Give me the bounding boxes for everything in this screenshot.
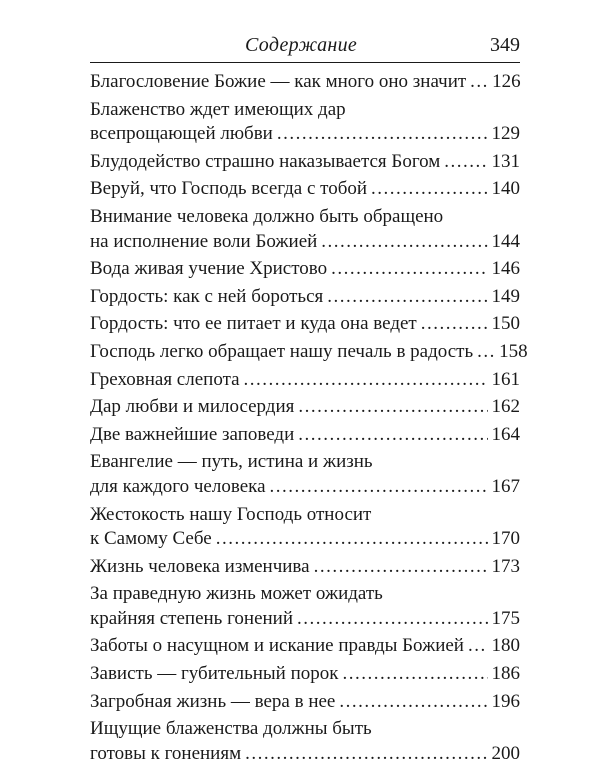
toc-entry[interactable] <box>90 150 520 175</box>
toc-entry-page: 186 <box>491 663 520 685</box>
toc-entry[interactable] <box>90 340 528 365</box>
toc-entry-row <box>90 285 520 310</box>
toc-entry[interactable] <box>90 423 520 448</box>
toc-entry-page: 144 <box>491 230 520 252</box>
toc-entry-row <box>90 690 520 715</box>
running-header <box>90 28 520 63</box>
toc-entry[interactable] <box>90 98 520 147</box>
toc-entry-title: Греховная слепота <box>90 368 240 390</box>
toc-entry-title: Две важнейшие заповеди <box>90 423 295 445</box>
dot-leader <box>245 742 487 767</box>
toc-entry-page: 170 <box>491 528 520 550</box>
dot-leader <box>321 230 487 255</box>
toc-entry-title: Вода живая учение Христово <box>90 258 328 280</box>
toc-entry-title-line: Внимание человека должно быть обращено <box>90 205 444 227</box>
running-header-title: Содержание <box>245 34 358 56</box>
toc-entry-page: 196 <box>491 690 520 712</box>
toc-entry-title-line: Ищущие блаженства должны быть <box>90 718 372 740</box>
toc-entry-row <box>90 340 528 365</box>
dot-leader <box>371 177 487 202</box>
dot-leader <box>298 423 487 448</box>
table-of-contents <box>90 70 528 769</box>
toc-entry-row <box>90 230 520 255</box>
dot-leader <box>331 257 487 282</box>
toc-entry-row <box>90 634 520 659</box>
toc-entry-row <box>90 423 520 448</box>
toc-entry-row <box>90 607 520 632</box>
toc-entry-title: Господь легко обращает нашу печаль в радость <box>90 340 474 362</box>
toc-entry[interactable] <box>90 634 520 659</box>
toc-entry[interactable] <box>90 368 520 393</box>
toc-entry-page: 167 <box>491 475 520 497</box>
toc-entry-page: 131 <box>491 150 520 172</box>
dot-leader <box>298 395 487 420</box>
toc-entry-row <box>90 122 520 147</box>
dot-leader <box>444 150 487 175</box>
toc-entry[interactable] <box>90 257 520 282</box>
dot-leader <box>470 70 488 95</box>
toc-entry-title-line: За праведную жизнь может ожидать <box>90 583 383 605</box>
toc-entry[interactable] <box>90 690 520 715</box>
dot-leader <box>216 527 488 552</box>
toc-entry-page: 140 <box>491 178 520 200</box>
toc-entry-title: всепрощающей любви <box>90 123 273 145</box>
toc-entry-title-line: Блаженство ждет имеющих дар <box>90 98 346 120</box>
toc-entry[interactable] <box>90 555 520 580</box>
toc-entry-title: Заботы о насущном и искание правды Божией <box>90 635 464 657</box>
toc-entry-row <box>90 475 520 500</box>
toc-entry[interactable] <box>90 312 520 337</box>
toc-entry-row <box>90 527 520 552</box>
toc-entry-title: к Самому Себе <box>90 528 212 550</box>
toc-entry-row <box>90 555 520 580</box>
toc-entry-page: 150 <box>491 313 520 335</box>
toc-entry-title-line: Евангелие — путь, истина и жизнь <box>90 451 373 473</box>
toc-entry-page: 129 <box>491 123 520 145</box>
page-number: 349 <box>490 34 520 56</box>
toc-entry[interactable] <box>90 450 520 499</box>
dot-leader <box>270 475 488 500</box>
toc-entry[interactable] <box>90 582 520 631</box>
toc-entry-row <box>90 312 520 337</box>
toc-entry-row <box>90 257 520 282</box>
dot-leader <box>477 340 495 365</box>
toc-entry-title-line: Жестокость нашу Господь относит <box>90 503 372 525</box>
toc-entry[interactable] <box>90 205 520 254</box>
toc-entry-page: 180 <box>491 635 520 657</box>
toc-entry-title: Жизнь человека изменчива <box>90 555 310 577</box>
toc-entry-page: 175 <box>491 607 520 629</box>
toc-entry-title: Благословение Божие — как много оно значит <box>90 71 467 92</box>
toc-entry-row <box>90 177 520 202</box>
toc-entry-row <box>90 150 520 175</box>
toc-entry-page: 164 <box>491 423 520 445</box>
dot-leader <box>343 662 488 687</box>
toc-entry[interactable] <box>90 395 520 420</box>
dot-leader <box>244 368 488 393</box>
toc-entry[interactable] <box>90 662 520 687</box>
toc-entry-page: 158 <box>499 340 528 362</box>
toc-entry-title: крайняя степень гонений <box>90 607 294 629</box>
toc-entry-row <box>90 742 520 767</box>
toc-entry-row <box>90 395 520 420</box>
toc-entry-title: Загробная жизнь — вера в нее <box>90 690 336 712</box>
toc-entry-title: Веруй, что Господь всегда с тобой <box>90 178 368 200</box>
toc-entry-page: 173 <box>491 555 520 577</box>
toc-entry-title: готовы к гонениям <box>90 742 242 764</box>
toc-entry-page: 200 <box>491 742 520 764</box>
toc-entry-row <box>90 70 520 95</box>
dot-leader <box>277 122 488 147</box>
toc-entry[interactable] <box>90 70 520 95</box>
toc-entry[interactable] <box>90 177 520 202</box>
toc-entry-page: 161 <box>491 368 520 390</box>
dot-leader <box>314 555 488 580</box>
dot-leader <box>297 607 487 632</box>
toc-entry-title: на исполнение воли Божией <box>90 230 318 252</box>
toc-entry[interactable] <box>90 503 520 552</box>
dot-leader <box>421 312 488 337</box>
toc-entry-row <box>90 368 520 393</box>
dot-leader <box>339 690 487 715</box>
toc-entry-page: 146 <box>491 258 520 280</box>
toc-entry-title: для каждого человека <box>90 475 266 497</box>
toc-entry-title: Дар любви и милосердия <box>90 396 295 418</box>
dot-leader <box>327 285 487 310</box>
toc-entry-title: Гордость: что ее питает и куда она ведет <box>90 313 417 335</box>
toc-entry-page: 149 <box>491 285 520 307</box>
toc-entry-row <box>90 662 520 687</box>
toc-entry[interactable] <box>90 717 520 766</box>
toc-entry-page: 126 <box>492 71 521 92</box>
toc-entry-title: Гордость: как с ней бороться <box>90 285 324 307</box>
toc-entry-title: Блудодейство страшно наказывается Богом <box>90 150 441 172</box>
toc-entry-title: Зависть — губительный порок <box>90 663 339 685</box>
dot-leader <box>468 634 488 659</box>
toc-entry[interactable] <box>90 285 520 310</box>
toc-entry-page: 162 <box>491 396 520 418</box>
